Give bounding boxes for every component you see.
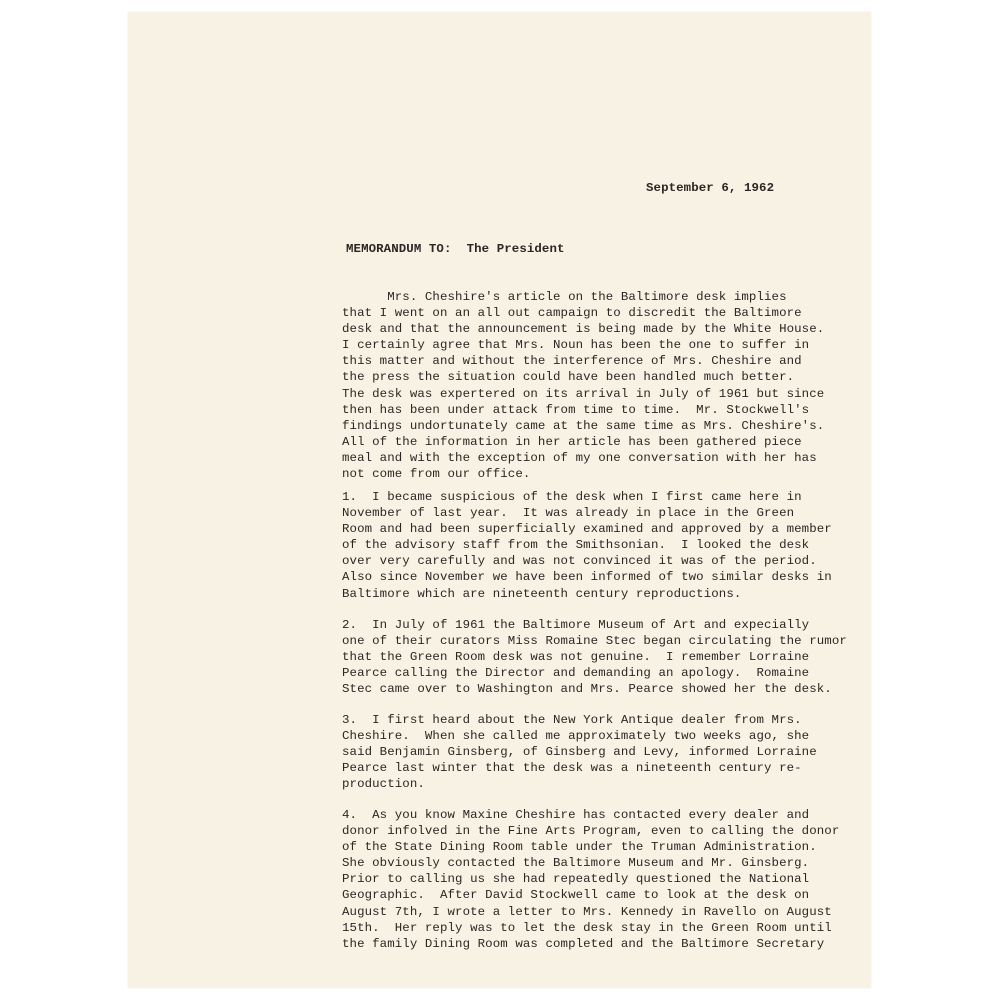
memo-line: that I went on an all out campaign to discredit the Baltimore	[342, 306, 802, 321]
memo-line: The desk was expertered on its arrival in July of 1961 but since	[342, 386, 825, 401]
memo-paragraph-1	[342, 489, 832, 602]
memo-line: Stec came over to Washington and Mrs. Pearce showed her the desk.	[342, 682, 832, 697]
memo-line: Mrs. Cheshire's article on the Baltimore desk implies	[342, 290, 787, 304]
memo-line: then has been under attack from time to time. Mr. Stockwell's	[342, 402, 810, 417]
memo-line: desk and that the announcement is being made by the White House.	[342, 322, 825, 337]
memo-line: not come from our office.	[342, 467, 531, 482]
memo-line: Also since November we have been informed of two similar desks in	[342, 570, 832, 585]
memo-line: She obviously contacted the Baltimore Museum and Mr. Ginsberg.	[342, 856, 810, 871]
memo-date: September 6, 1962	[646, 181, 775, 195]
memo-line: August 7th, I wrote a letter to Mrs. Kennedy in Ravello on August	[342, 904, 832, 919]
memo-line: donor infolved in the Fine Arts Program, even to calling the donor	[342, 824, 840, 839]
memo-line: Pearce calling the Director and demanding an apology. Romaine	[342, 666, 810, 681]
memo-line: 15th. Her reply was to let the desk stay in the Green Room until	[342, 920, 832, 935]
memo-line: Baltimore which are nineteenth century reproductions.	[342, 586, 742, 601]
memo-line: this matter and without the interference of Mrs. Cheshire and	[342, 354, 802, 369]
memo-line: said Benjamin Ginsberg, of Ginsberg and Levy, informed Lorraine	[342, 745, 817, 760]
memo-line: one of their curators Miss Romaine Stec began circulating the rumor	[342, 634, 847, 649]
memo-line: 2. In July of 1961 the Baltimore Museum of Art and expecially	[342, 618, 810, 632]
memo-line: over very carefully and was not convinced it was of the period.	[342, 554, 817, 569]
memo-line: 3. I first heard about the New York Antique dealer from Mrs.	[342, 713, 802, 727]
memo-paragraph-4	[342, 807, 839, 952]
memo-line: Pearce last winter that the desk was a nineteenth century re-	[342, 761, 802, 776]
memo-line: findings undortunately came at the same time as Mrs. Cheshire's.	[342, 418, 825, 433]
memo-line: 4. As you know Maxine Cheshire has contacted every dealer and	[342, 808, 810, 822]
memo-line: November of last year. It was already in place in the Green	[342, 506, 795, 521]
memo-paragraph-intro	[342, 289, 824, 482]
memo-line: Room and had been superficially examined and approved by a member	[342, 522, 832, 537]
memo-line: the press the situation could have been handled much better.	[342, 370, 795, 385]
memo-line: Geographic. After David Stockwell came to look at the desk on	[342, 888, 810, 903]
memo-line: All of the information in her article has been gathered piece	[342, 434, 802, 449]
memo-paragraph-3	[342, 712, 817, 792]
memo-heading: MEMORANDUM TO: The President	[346, 242, 565, 256]
memo-line: 1. I became suspicious of the desk when I first came here in	[342, 490, 802, 504]
memo-line: of the State Dining Room table under the Truman Administration.	[342, 840, 817, 855]
memo-line: the family Dining Room was completed and the Baltimore Secretary	[342, 936, 825, 951]
memo-line: production.	[342, 777, 425, 792]
memo-line: that the Green Room desk was not genuine. I remember Lorraine	[342, 650, 810, 665]
memo-page	[128, 12, 871, 988]
memo-line: of the advisory staff from the Smithsonian. I looked the desk	[342, 538, 810, 553]
memo-line: meal and with the exception of my one conversation with her has	[342, 450, 817, 465]
memo-line: Prior to calling us she had repeatedly questioned the National	[342, 872, 810, 887]
memo-paragraph-2	[342, 617, 847, 697]
memo-line: Cheshire. When she called me approximately two weeks ago, she	[342, 729, 810, 744]
memo-line: I certainly agree that Mrs. Noun has been the one to suffer in	[342, 338, 810, 353]
